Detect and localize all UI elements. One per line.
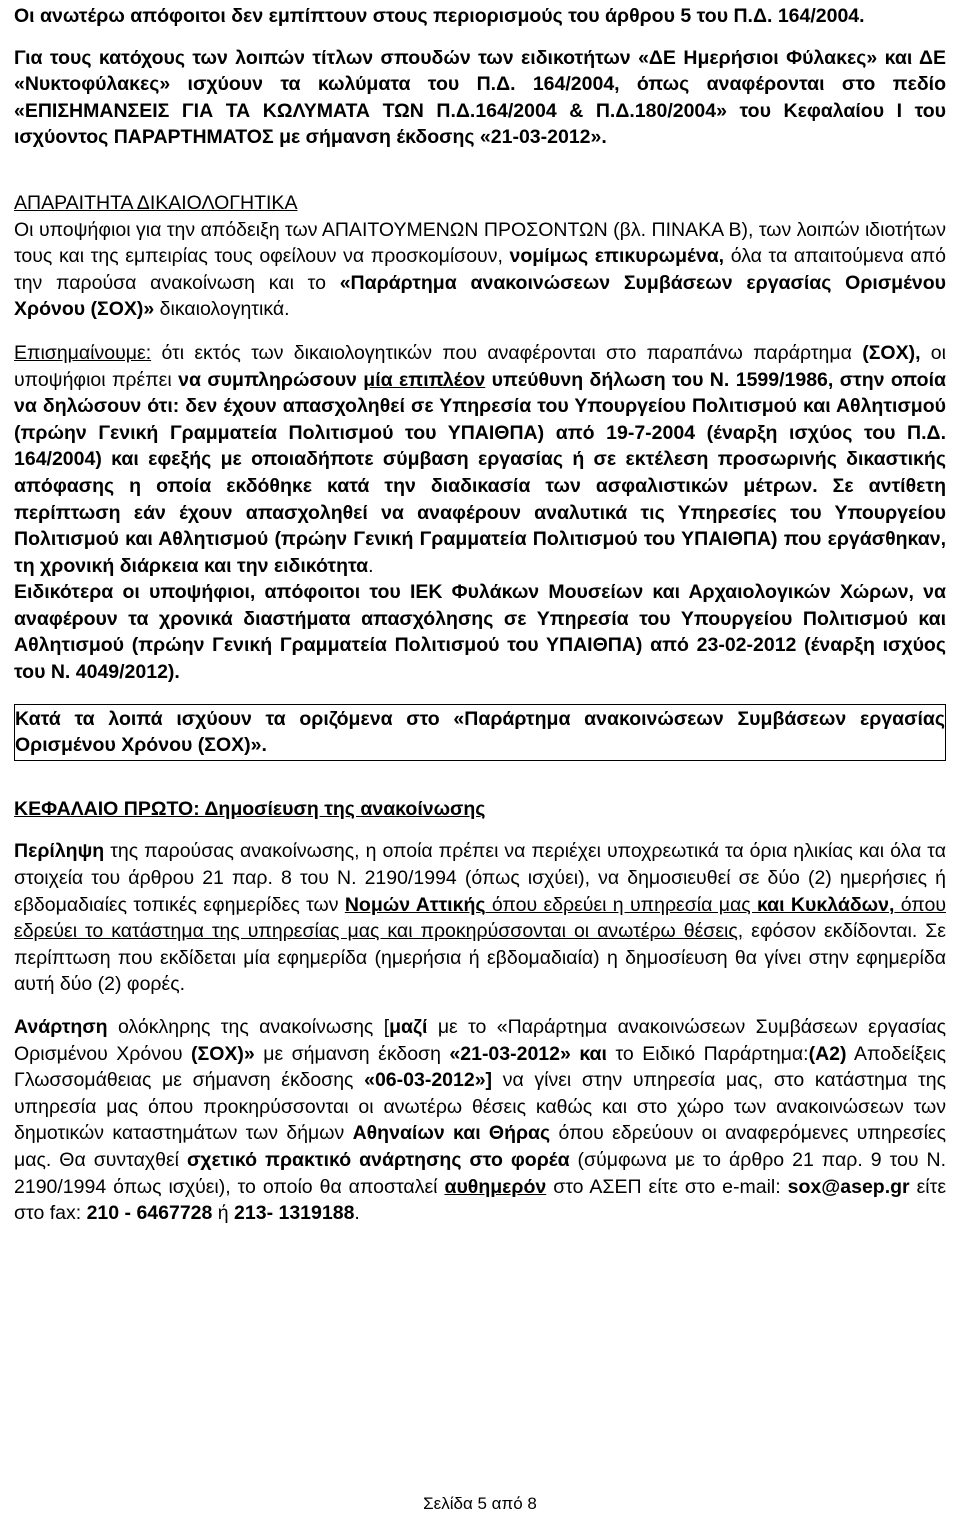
remaining-terms-box xyxy=(14,704,946,761)
chapter-one-title: Δημοσίευση της ανακοίνωσης xyxy=(204,797,486,820)
posting-label: Ανάρτηση xyxy=(14,1016,108,1038)
document-page xyxy=(14,0,946,1227)
posting-text-8: (σύμφωνα με το άρθρο 21 παρ. 9 του Ν. 2190/1994 όπως ισχύει), το οποίο θα αποσταλεί xyxy=(14,1148,946,1198)
notice-text-1: ότι εκτός των δικαιολογητικών που αναφέρονται στο παραπάνω παράρτημα xyxy=(151,341,863,364)
posting-text-9: στο ΑΣΕΠ είτε στο e-mail: xyxy=(546,1175,788,1198)
notice-bold-3: υπεύθυνη δήλωση του Ν. xyxy=(485,368,730,391)
posting-fax-1: 210 - 6467728 xyxy=(86,1202,213,1225)
posting-paragraph xyxy=(14,1014,946,1227)
posting-bold-municipalities: Αθηναίων και Θήρας xyxy=(352,1122,551,1145)
required-documents-text-2: όλα τα απαιτούμενα από την παρούσα ανακοίνωση και το xyxy=(14,245,946,294)
posting-email: sox@asep.gr xyxy=(787,1175,910,1198)
remaining-terms-text: Κατά τα λοιπά ισχύουν τα οριζόμενα στο «Παράρτημα ανακοινώσεων Συμβάσεων εργασίας Ορισμένου Χρόνου (ΣΟΧ)». xyxy=(15,707,945,757)
required-documents-paragraph xyxy=(14,190,946,323)
posting-bold-same-day: αυθημερόν xyxy=(444,1175,547,1198)
posting-text-1: ολόκληρης της ανακοίνωσης [ xyxy=(107,1016,390,1038)
required-documents-bold-2: «Παράρτημα ανακοινώσεων Συμβάσεων εργασίας Ορισμένου Χρόνου (ΣΟΧ)» xyxy=(14,271,947,321)
required-documents-bold-1: νομίμως επικυρωμένα, xyxy=(509,245,725,268)
posting-bold-together: μαζί xyxy=(389,1016,428,1038)
graduates-exemption-paragraph xyxy=(14,3,946,30)
notice-text-2: οι υποψήφιοι πρέπει xyxy=(14,341,946,391)
chapter-one-heading xyxy=(14,796,946,823)
posting-fax-2: 213- 1319188 xyxy=(234,1202,355,1225)
posting-bold-date-1: «21-03-2012» και xyxy=(449,1042,607,1065)
graduates-exemption-text: Οι ανωτέρω απόφοιτοι δεν εμπίπτουν στους περιορισμούς του άρθρου 5 του Π.Δ. 164/2004. xyxy=(14,5,865,27)
iek-graduates-paragraph xyxy=(14,579,946,685)
notice-bold-underlined: μία επιπλέον xyxy=(363,368,486,391)
posting-text-3: με σήμανση έκδοση xyxy=(254,1042,450,1065)
posting-text-6: να γίνει στην υπηρεσία μας, στο κατάστημα της υπηρεσία μας όπου προκηρύσσονται οι ανωτέρω θέσεις καθώς και στο χώρο των ανακοινώσεων των δημοτικών καταστημάτων των δήμων xyxy=(14,1069,946,1145)
posting-bold-a2: (Α2) xyxy=(808,1042,847,1065)
summary-prefecture-cyclades: και Κυκλάδων, xyxy=(756,893,895,916)
notice-bold-4: 1599/1986, στην οποία να δηλώσουν ότι: δεν έχουν απασχοληθεί σε Υπηρεσία του Υπουργείου Πολιτισμού και Αθλητισμού (πρώην Γενική Γραμματεία Πολιτισμού του ΥΠΑΙΘΠΑ) από 19-7-2004 (έναρξη ισχύος του Π.Δ. 164/2004) και εφεξής με οποιαδήποτε σύμβαση εργασίας ή σε εκτέλεση προσωρινής δικαστικής απόφασης η οποία εκδόθηκε κατά την διαδικασία των ασφαλιστικών μέτρων. Σε αντίθετη περίπτωση εάν έχουν απασχοληθεί να αναφέρουν αναλυτικά τις Υπηρεσίες του Υπουργείου Πολιτισμού και Αθλητισμού (πρώην Γενική Γραμματεία Πολιτισμού του ΥΠΑΙΘΠΑ) που εργάσθηκαν, τη χρονική διάρκεια και την ειδικότητα xyxy=(14,368,946,577)
posting-bold-date-2: «06-03-2012»] xyxy=(364,1069,493,1092)
required-documents-heading: ΑΠΑΡΑΙΤΗΤΑ ΔΙΚΑΙΟΛΟΓΗΤΙΚΑ xyxy=(14,191,298,214)
summary-underlined-2: όπου εδρεύει το κατάστημα της υπηρεσίας μας και προκηρύσσονται οι ανωτέρω θέσεις, xyxy=(14,893,946,943)
posting-text-2: με το «Παράρτημα ανακοινώσεων Συμβάσεων εργασίας Ορισμένου Χρόνου xyxy=(14,1016,946,1065)
summary-text-2: εφόσον εκδίδονται. Σε περίπτωση που εκδίδεται μία εφημερίδα (ημερήσια ή εβδομαδιαία) η δημοσίευση θα γίνει στην εφημερίδα αυτή δύο (2) φορές. xyxy=(14,920,946,996)
posting-text-7: όπου εδρεύουν οι αναφερόμενες υπηρεσίες μας. Θα συνταχθεί xyxy=(14,1122,946,1171)
posting-bold-sox: (ΣΟΧ)» xyxy=(191,1042,255,1065)
summary-prefecture-attica: Νομών Αττικής xyxy=(344,893,486,916)
summary-underlined-1: όπου εδρεύει η υπηρεσία μας xyxy=(485,893,757,916)
notice-paragraph xyxy=(14,340,946,579)
page-number-footer: Σελίδα 5 από 8 xyxy=(423,1494,537,1513)
notice-text-4: . xyxy=(368,554,374,577)
notice-bold-2: να συμπληρώσουν xyxy=(178,368,364,391)
other-titles-paragraph xyxy=(14,45,946,151)
other-titles-text: Για τους κατόχους των λοιπών τίτλων σπουδών των ειδικοτήτων «ΔΕ Ημερήσιοι Φύλακες» και ΔΕ «Νυκτοφύλακες» ισχύουν τα κωλύματα του Π.Δ. 164/2004, όπως αναφέρονται στο πεδίο «ΕΠΙΣΗΜΑΝΣΕΙΣ ΓΙΑ ΤΑ ΚΩΛΥΜΑΤΑ ΤΩΝ Π.Δ.164/2004 & Π.Δ.180/2004» του Κεφαλαίου Ι του ισχύοντος ΠΑΡΑΡΤΗΜΑΤΟΣ με σήμανση έκδοσης «21-03-2012». xyxy=(14,46,946,149)
required-documents-text-3: δικαιολογητικά. xyxy=(154,298,290,321)
notice-bold-1: (ΣΟΧ), xyxy=(862,341,921,364)
posting-text-10: είτε στο fax: xyxy=(14,1175,947,1225)
posting-text-5: Αποδείξεις Γλωσσομάθειας με σήμανση έκδοσης xyxy=(14,1042,947,1092)
summary-text-1: της παρούσας ανακοίνωσης, η οποία πρέπει να περιέχει υποχρεωτικά τα όρια ηλικίας και όλα τα στοιχεία του άρθρου 21 παρ. 8 του Ν. 2190/1994 (όπως ισχύει), να δημοσιευθεί σε δύο (2) ημερήσιες ή εβδομαδιαίες τοπικές εφημερίδες των xyxy=(14,840,946,916)
summary-label: Περίληψη xyxy=(14,840,105,863)
posting-text-12: . xyxy=(354,1202,360,1225)
summary-paragraph xyxy=(14,838,946,998)
posting-text-4: το Ειδικό Παράρτημα: xyxy=(606,1042,809,1065)
posting-bold-record: σχετικό πρακτικό ανάρτησης στο φορέα xyxy=(186,1148,570,1171)
posting-text-11: ή xyxy=(212,1202,235,1225)
iek-graduates-text: Ειδικότερα οι υποψήφιοι, απόφοιτοι του ΙΕΚ Φυλάκων Μουσείων και Αρχαιολογικών Χώρων, να αναφέρουν τα χρονικά διαστήματα απασχόλησης σε Υπηρεσία του Υπουργείου Πολιτισμού και Αθλητισμού (πρώην Γενική Γραμματεία Πολιτισμού του ΥΠΑΙΘΠΑ) από 23-02-2012 (έναρξη ισχύος του Ν. 4049/2012). xyxy=(14,581,946,684)
notice-label: Επισημαίνουμε: xyxy=(14,341,152,364)
chapter-one-label: ΚΕΦΑΛΑΙΟ ΠΡΩΤΟ: xyxy=(14,797,205,820)
required-documents-text-1: Οι υποψήφιοι για την απόδειξη των ΑΠΑΙΤΟΥΜΕΝΩΝ ΠΡΟΣΟΝΤΩΝ (βλ. ΠΙΝΑΚΑ Β), των λοιπών ιδιοτήτων τους και της εμπειρίας τους οφείλουν να προσκομίσουν, xyxy=(14,218,946,268)
